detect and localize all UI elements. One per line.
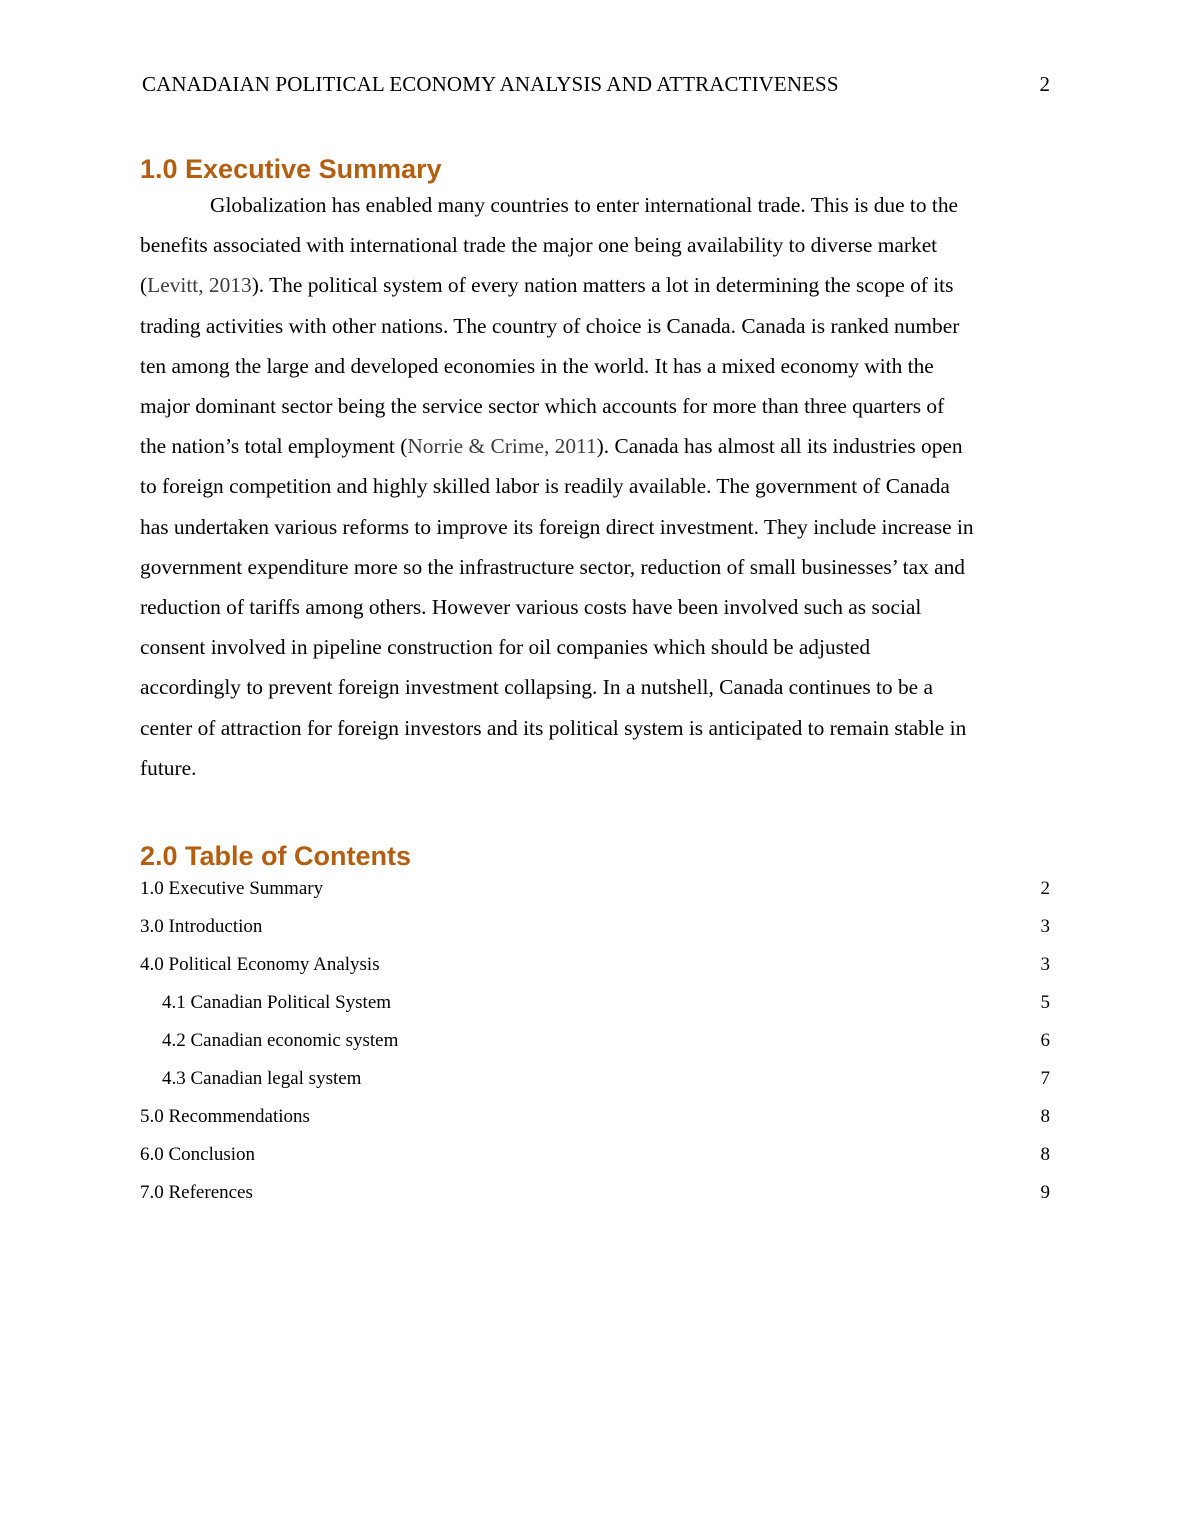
paragraph-line: trading activities with other nations. The country of choice is Canada. Canada is ranked number bbox=[140, 313, 960, 338]
toc-entry-label: 4.3 Canadian legal system bbox=[162, 1068, 362, 1089]
toc-entry-introduction[interactable] bbox=[140, 911, 1050, 949]
running-head-title: CANADAIAN POLITICAL ECONOMY ANALYSIS AND ATTRACTIVENESS bbox=[142, 72, 839, 96]
toc-entry-economic-system[interactable] bbox=[140, 1025, 1050, 1063]
toc-entry-label: 7.0 References bbox=[140, 1182, 253, 1203]
toc-entry-recommendations[interactable] bbox=[140, 1101, 1050, 1139]
paragraph-line: ten among the large and developed economies in the world. It has a mixed economy with the bbox=[140, 353, 934, 378]
page-header bbox=[142, 70, 1050, 98]
toc-entry-references[interactable] bbox=[140, 1177, 1050, 1215]
toc-entry-page: 7 bbox=[1040, 1063, 1051, 1095]
paragraph-line: reduction of tariffs among others. However various costs have been involved such as social bbox=[140, 595, 922, 620]
toc-entry-political-economy-analysis[interactable] bbox=[140, 949, 1050, 987]
toc-entry-legal-system[interactable] bbox=[140, 1063, 1050, 1101]
paragraph-text: ). The political system of every nation matters a lot in determining the scope of its bbox=[251, 273, 954, 298]
paragraph-line: future. bbox=[140, 755, 197, 780]
toc-entry-label: 1.0 Executive Summary bbox=[140, 878, 324, 899]
toc-entry-conclusion[interactable] bbox=[140, 1139, 1050, 1177]
paragraph-line: accordingly to prevent foreign investment collapsing. In a nutshell, Canada continues to be a bbox=[140, 675, 934, 700]
paragraph-text: ). Canada has almost all its industries open bbox=[596, 434, 963, 459]
paragraph-line bbox=[140, 265, 1052, 305]
paragraph-line bbox=[140, 426, 1052, 466]
table-of-contents-heading: 2.0 Table of Contents bbox=[140, 841, 412, 871]
toc-entry-page: 5 bbox=[1040, 987, 1051, 1019]
toc-entry-political-system[interactable] bbox=[140, 987, 1050, 1025]
table-of-contents bbox=[140, 873, 1050, 1215]
toc-entry-label: 3.0 Introduction bbox=[140, 916, 263, 937]
toc-entry-page: 8 bbox=[1040, 1101, 1051, 1133]
paragraph-line: benefits associated with international trade the major one being availability to diverse market bbox=[140, 233, 938, 258]
toc-entry-label: 5.0 Recommendations bbox=[140, 1106, 310, 1127]
citation-levitt: Levitt, 2013 bbox=[147, 273, 252, 298]
paragraph-text: the nation’s total employment ( bbox=[140, 434, 408, 459]
toc-entry-page: 8 bbox=[1040, 1139, 1051, 1171]
paragraph-line: has undertaken various reforms to improve its foreign direct investment. They include increase in bbox=[140, 514, 974, 539]
toc-entry-executive-summary[interactable] bbox=[140, 873, 1050, 911]
toc-entry-page: 6 bbox=[1040, 1025, 1051, 1057]
paragraph-line: government expenditure more so the infrastructure sector, reduction of small businesses’ tax and bbox=[140, 554, 966, 579]
page-number: 2 bbox=[1039, 72, 1050, 96]
paragraph-line: consent involved in pipeline construction for oil companies which should be adjusted bbox=[140, 635, 871, 660]
paragraph-line: to foreign competition and highly skilled labor is readily available. The government of Canada bbox=[140, 474, 950, 499]
toc-entry-label: 4.2 Canadian economic system bbox=[162, 1030, 399, 1051]
toc-entry-page: 2 bbox=[1040, 873, 1051, 905]
executive-summary-paragraph bbox=[140, 185, 1052, 788]
paren-open: ( bbox=[140, 273, 148, 298]
toc-entry-label: 4.1 Canadian Political System bbox=[162, 992, 392, 1013]
toc-entry-label: 4.0 Political Economy Analysis bbox=[140, 954, 380, 975]
toc-entry-label: 6.0 Conclusion bbox=[140, 1144, 256, 1165]
toc-entry-page: 3 bbox=[1040, 949, 1051, 981]
toc-entry-page: 9 bbox=[1040, 1177, 1051, 1209]
paragraph-line: major dominant sector being the service sector which accounts for more than three quarters of bbox=[140, 394, 945, 419]
paragraph-line: Globalization has enabled many countries to enter international trade. This is due to the bbox=[210, 193, 959, 217]
paragraph-line: center of attraction for foreign investors and its political system is anticipated to remain stable in bbox=[140, 715, 967, 740]
citation-norrie-crime: Norrie & Crime, 2011 bbox=[407, 434, 597, 459]
executive-summary-heading: 1.0 Executive Summary bbox=[140, 154, 442, 184]
toc-entry-page: 3 bbox=[1040, 911, 1051, 943]
